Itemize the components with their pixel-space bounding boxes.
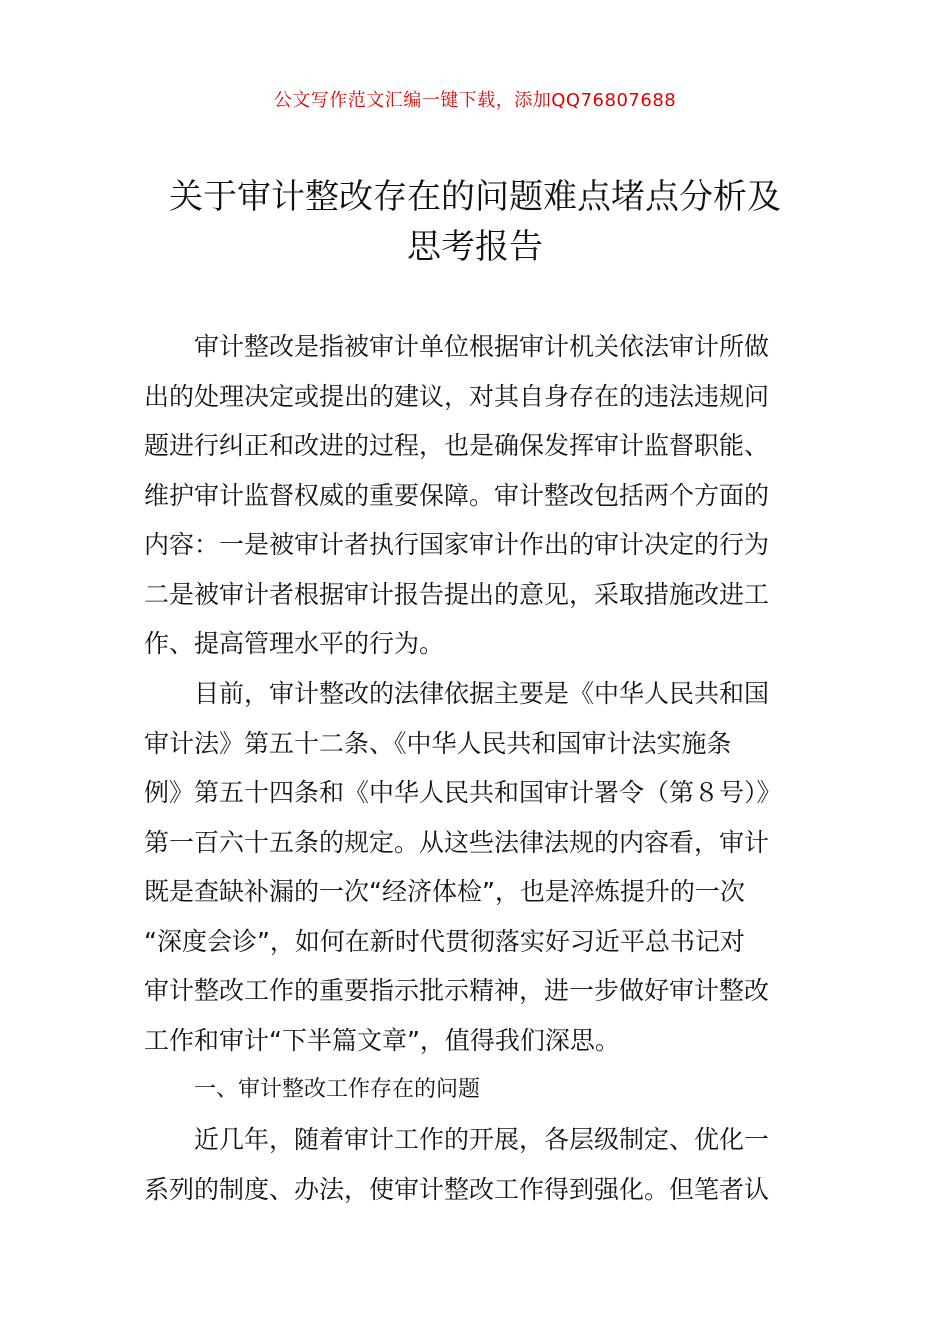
paragraph-line: 审计整改工作的重要指示批示精神，进一步做好审计整改 bbox=[144, 976, 770, 1005]
paragraph-line: 例》第五十四条和《中华人民共和国审计署令（第８号）》 bbox=[144, 778, 782, 807]
paragraph-line: 近几年，随着审计工作的开展，各层级制定、优化一 bbox=[194, 1125, 770, 1154]
paragraph-line: 既是查缺补漏的一次“经济体检”，也是淬炼提升的一次 bbox=[144, 877, 745, 906]
paragraph-problems bbox=[144, 1115, 808, 1214]
paragraph-line: 内容：一是被审计者执行国家审计作出的审计决定的行为 bbox=[144, 530, 770, 559]
paragraph-line: 二是被审计者根据审计报告提出的意见，采取措施改进工 bbox=[144, 579, 770, 609]
paragraph-line: 出的处理决定或提出的建议，对其自身存在的违法违规问 bbox=[144, 381, 770, 411]
title-line: 关于审计整改存在的问题难点堵点分析及 bbox=[169, 177, 781, 217]
paragraph-line: “深度会诊”，如何在新时代贯彻落实好习近平总书记对 bbox=[144, 926, 745, 956]
header-promo-note: 公文写作范文汇编一键下载，添加QQ76807688 bbox=[273, 90, 677, 111]
paragraph-line: 题进行纠正和改进的过程，也是确保发挥审计监督职能、 bbox=[144, 431, 770, 460]
paragraph-line: 审计整改是指被审计单位根据审计机关依法审计所做 bbox=[194, 332, 770, 361]
document-title bbox=[120, 172, 830, 272]
section-heading-text: 一、审计整改工作存在的问题 bbox=[194, 1077, 481, 1102]
section-heading bbox=[144, 1065, 808, 1115]
paragraph-intro bbox=[144, 322, 808, 669]
paragraph-line: 第一百六十五条的规定。从这些法律法规的内容看，审计 bbox=[144, 827, 770, 857]
paragraph-line: 工作和审计“下半篇文章”，值得我们深思。 bbox=[144, 1025, 620, 1055]
paragraph-line: 系列的制度、办法，使审计整改工作得到强化。但笔者认 bbox=[144, 1174, 770, 1204]
title-line: 思考报告 bbox=[407, 227, 543, 267]
paragraph-line: 维护审计监督权威的重要保障。审计整改包括两个方面的 bbox=[144, 480, 770, 510]
paragraph-line: 目前，审计整改的法律依据主要是《中华人民共和国 bbox=[194, 679, 770, 708]
paragraph-line: 作、提高管理水平的行为。 bbox=[144, 629, 445, 658]
paragraph-legal-basis bbox=[144, 669, 808, 1065]
paragraph-line: 审计法》第五十二条、《中华人民共和国审计法实施条 bbox=[144, 728, 732, 758]
